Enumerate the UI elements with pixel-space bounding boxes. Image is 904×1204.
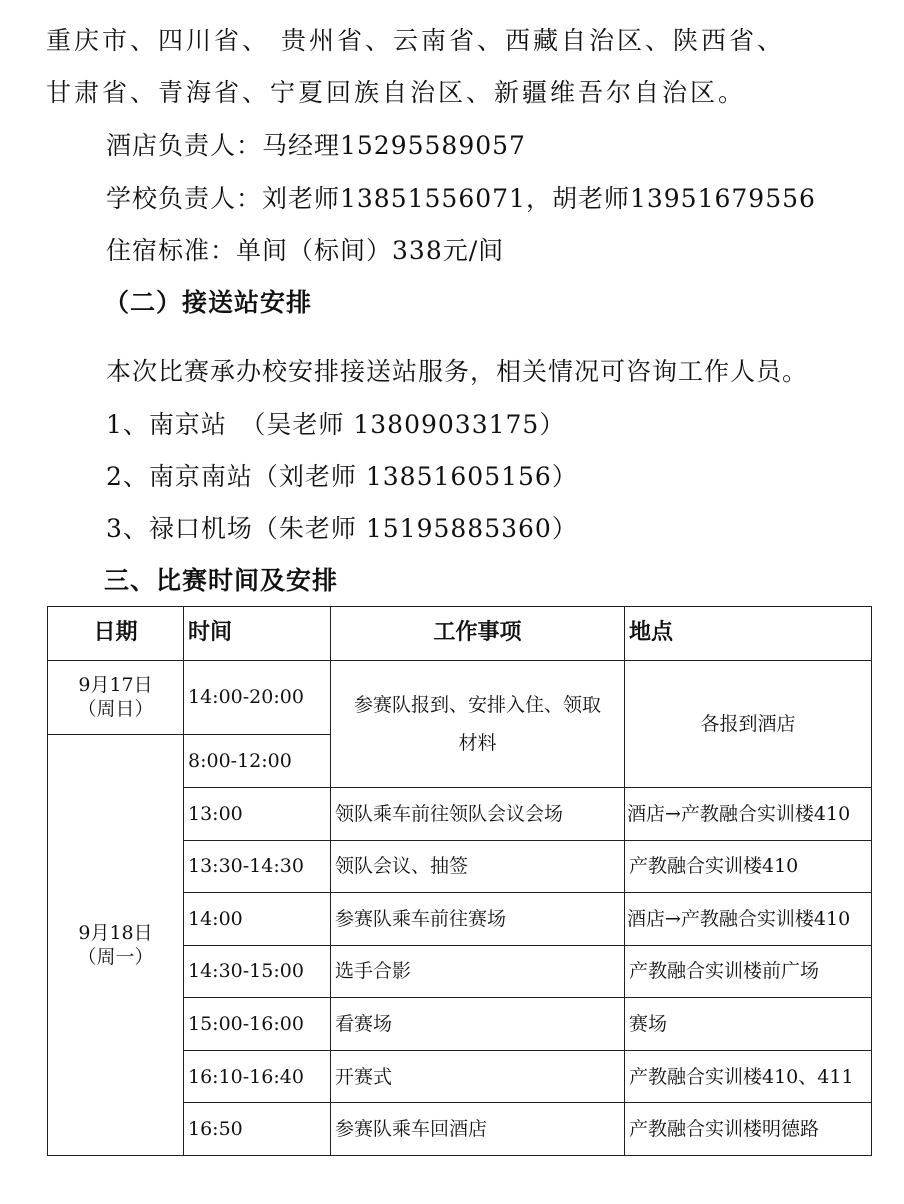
time-cell: 13:00 — [184, 787, 331, 840]
section-2-heading: （二）接送站安排 — [104, 288, 313, 317]
time-cell: 14:00 — [184, 893, 331, 946]
task-cell: 领队会议、抽签 — [331, 840, 625, 893]
time-cell: 14:30-15:00 — [184, 945, 331, 998]
task-cell: 参赛队乘车前往赛场 — [331, 893, 625, 946]
station-item-1: 1、南京站 （吴老师 13809033175） — [106, 410, 566, 439]
time-cell: 15:00-16:00 — [184, 998, 331, 1051]
hotel-contact: 酒店负责人：马经理15295589057 — [106, 131, 526, 160]
header-time: 时间 — [184, 607, 331, 661]
task-cell: 看赛场 — [331, 998, 625, 1051]
section-3-heading: 三、比赛时间及安排 — [104, 566, 339, 595]
date-day1-line1: 9月17日 — [78, 674, 153, 697]
place-cell: 产教融合实训楼410、411 — [625, 1050, 872, 1103]
place-cell: 产教融合实训楼明德路 — [625, 1103, 872, 1156]
task-cell: 选手合影 — [331, 945, 625, 998]
time-cell: 16:50 — [184, 1103, 331, 1156]
date-day2-line1: 9月18日 — [78, 922, 153, 945]
place-cell-hotels: 各报到酒店 — [625, 660, 872, 787]
school-contact: 学校负责人：刘老师13851556071，胡老师13951679556 — [106, 184, 816, 213]
pickup-intro: 本次比赛承办校安排接送站服务，相关情况可咨询工作人员。 — [106, 357, 809, 386]
place-cell: 产教融合实训楼410 — [625, 840, 872, 893]
provinces-line-2: 甘肃省、青海省、宁夏回族自治区、新疆维吾尔自治区。 — [46, 78, 747, 107]
header-date: 日期 — [48, 607, 184, 661]
date-day2-line2: （周一） — [77, 946, 154, 969]
place-cell: 赛场 — [625, 998, 872, 1051]
time-cell: 13:30-14:30 — [184, 840, 331, 893]
date-cell-day1 — [48, 660, 184, 735]
provinces-line-1: 重庆市、四川省、 贵州省、云南省、西藏自治区、陕西省、 — [46, 26, 785, 55]
place-cell: 酒店→产教融合实训楼410 — [625, 893, 872, 946]
schedule-table — [47, 606, 872, 1156]
place-cell: 酒店→产教融合实训楼410 — [625, 787, 872, 840]
time-cell: 16:10-16:40 — [184, 1050, 331, 1103]
header-place: 地点 — [625, 607, 872, 661]
table-row — [48, 660, 872, 735]
table-header-row — [48, 607, 872, 661]
header-task: 工作事项 — [331, 607, 625, 661]
lodging-standard: 住宿标准：单间（标间）338元/间 — [106, 236, 505, 265]
task-cell: 领队乘车前往领队会议会场 — [331, 787, 625, 840]
station-item-2: 2、南京南站（刘老师 13851605156） — [106, 462, 578, 491]
station-item-3: 3、禄口机场（朱老师 15195885360） — [106, 514, 578, 543]
task-cell-checkin: 参赛队报到、安排入住、领取材料 — [331, 660, 625, 787]
date-day1-line2: （周日） — [77, 698, 154, 721]
date-cell-day2 — [48, 735, 184, 1156]
time-cell: 8:00-12:00 — [184, 735, 331, 788]
task-cell: 开赛式 — [331, 1050, 625, 1103]
task-cell: 参赛队乘车回酒店 — [331, 1103, 625, 1156]
place-cell: 产教融合实训楼前广场 — [625, 945, 872, 998]
time-cell: 14:00-20:00 — [184, 660, 331, 735]
